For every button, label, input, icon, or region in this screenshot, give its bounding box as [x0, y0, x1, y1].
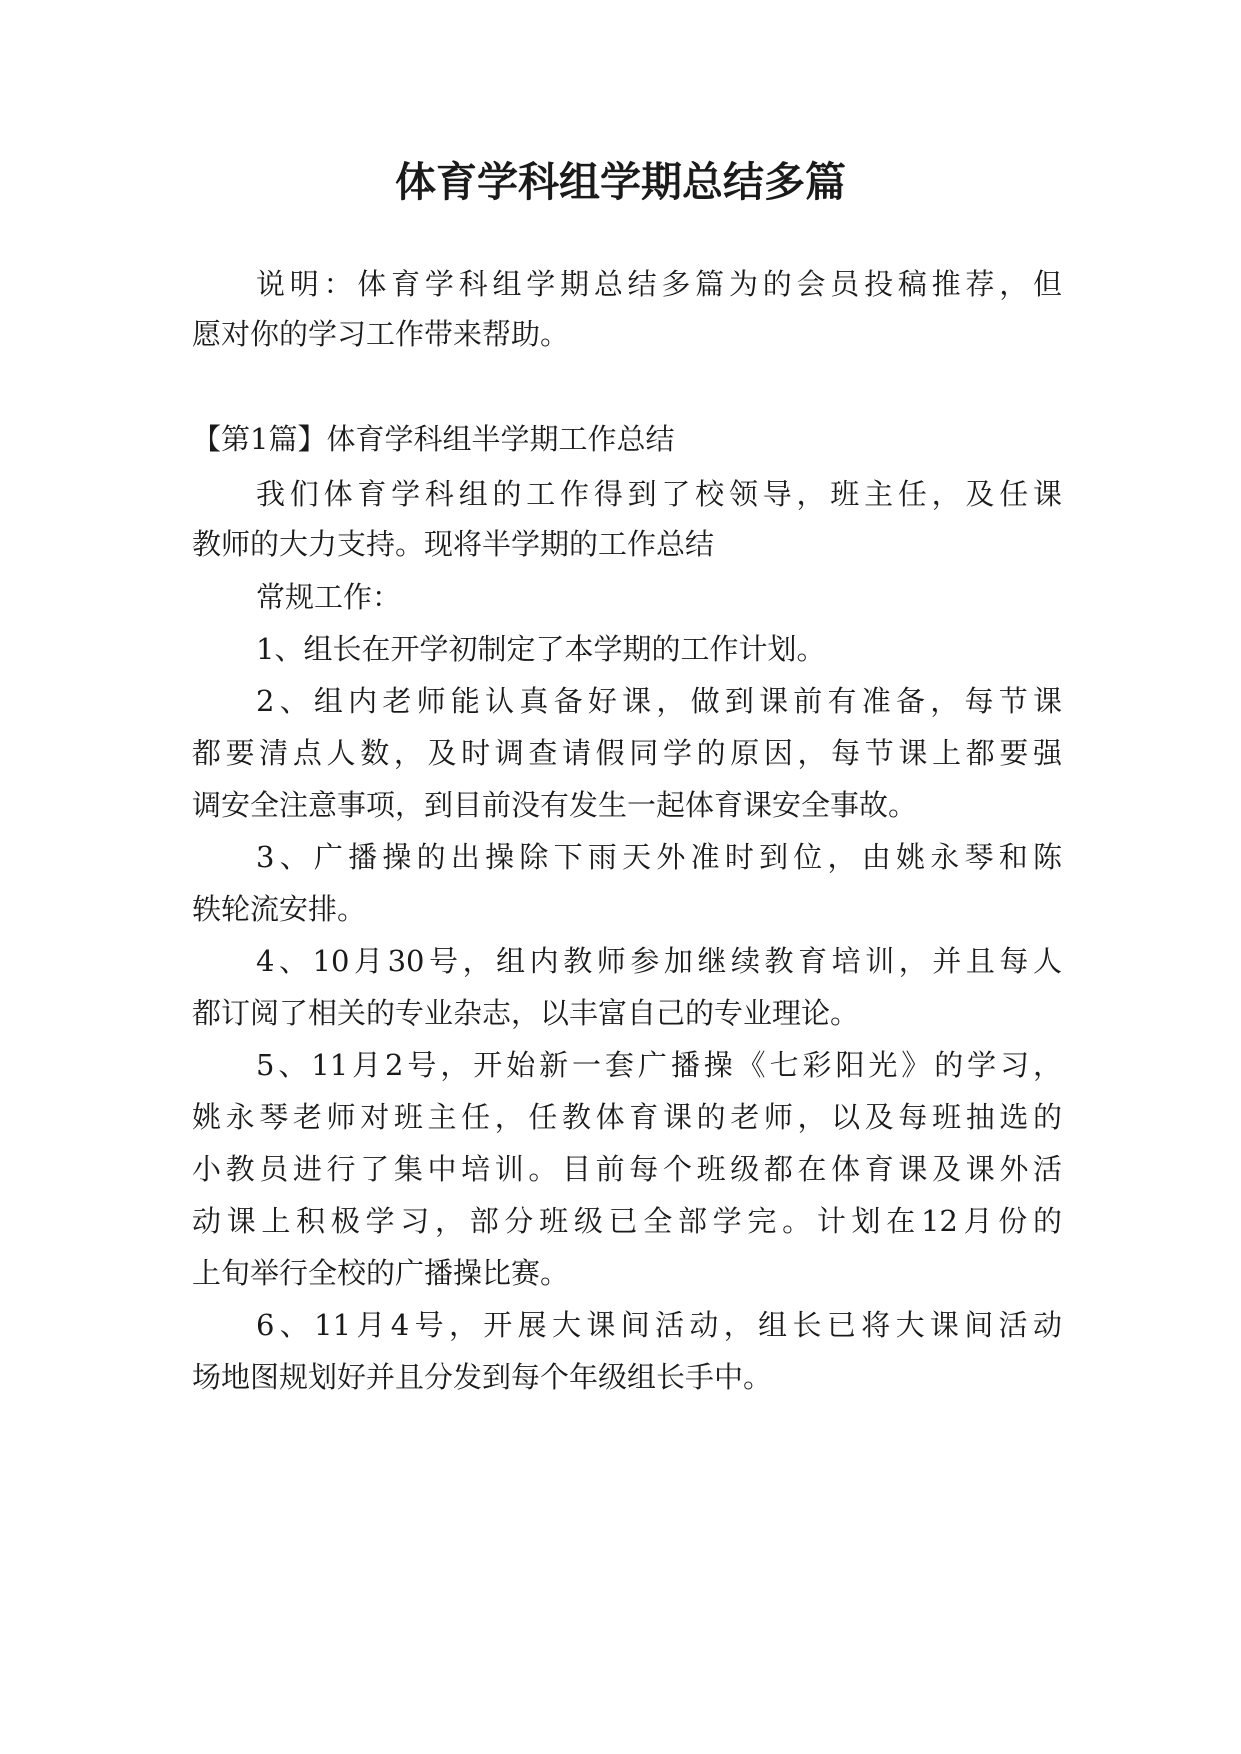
paragraph-line: 小教员进行了集中培训。目前每个班级都在体育课及课外活	[192, 1152, 1062, 1186]
list-item: 4、10月30号，组内教师参加继续教育培训，并且每人	[256, 944, 1062, 978]
paragraph-line: 场地图规划好并且分发到每个年级组长手中。	[192, 1360, 773, 1394]
paragraph-line: 常规工作：	[256, 580, 402, 614]
paragraph-line: 教师的大力支持。现将半学期的工作总结	[192, 527, 715, 561]
paragraph-line: 上旬举行全校的广播操比赛。	[192, 1256, 570, 1290]
paragraph-line: 轶轮流安排。	[192, 892, 367, 926]
section-heading: 【第1篇】体育学科组半学期工作总结	[192, 422, 675, 456]
list-item: 2、组内老师能认真备好课，做到课前有准备，每节课	[256, 684, 1062, 718]
document-title: 体育学科组学期总结多篇	[395, 158, 846, 206]
intro-line-1: 说明：体育学科组学期总结多篇为的会员投稿推荐，但	[256, 267, 1062, 301]
paragraph-line: 动课上积极学习，部分班级已全部学完。计划在12月份的	[192, 1204, 1062, 1238]
intro-line-2: 愿对你的学习工作带来帮助。	[192, 317, 570, 351]
list-item: 1、组长在开学初制定了本学期的工作计划。	[256, 632, 826, 666]
paragraph-line: 都订阅了相关的专业杂志，以丰富自己的专业理论。	[192, 996, 860, 1030]
list-item: 5、11月2号，开始新一套广播操《七彩阳光》的学习，	[256, 1048, 1062, 1082]
paragraph-line: 都要清点人数，及时调查请假同学的原因，每节课上都要强	[192, 736, 1062, 770]
list-item: 6、11月4号，开展大课间活动，组长已将大课间活动	[256, 1308, 1062, 1342]
paragraph-line: 姚永琴老师对班主任，任教体育课的老师，以及每班抽选的	[192, 1100, 1062, 1134]
paragraph-line: 调安全注意事项，到目前没有发生一起体育课安全事故。	[192, 788, 918, 822]
paragraph-line: 我们体育学科组的工作得到了校领导，班主任，及任课	[256, 477, 1062, 511]
list-item: 3、广播操的出操除下雨天外准时到位，由姚永琴和陈	[256, 840, 1062, 874]
